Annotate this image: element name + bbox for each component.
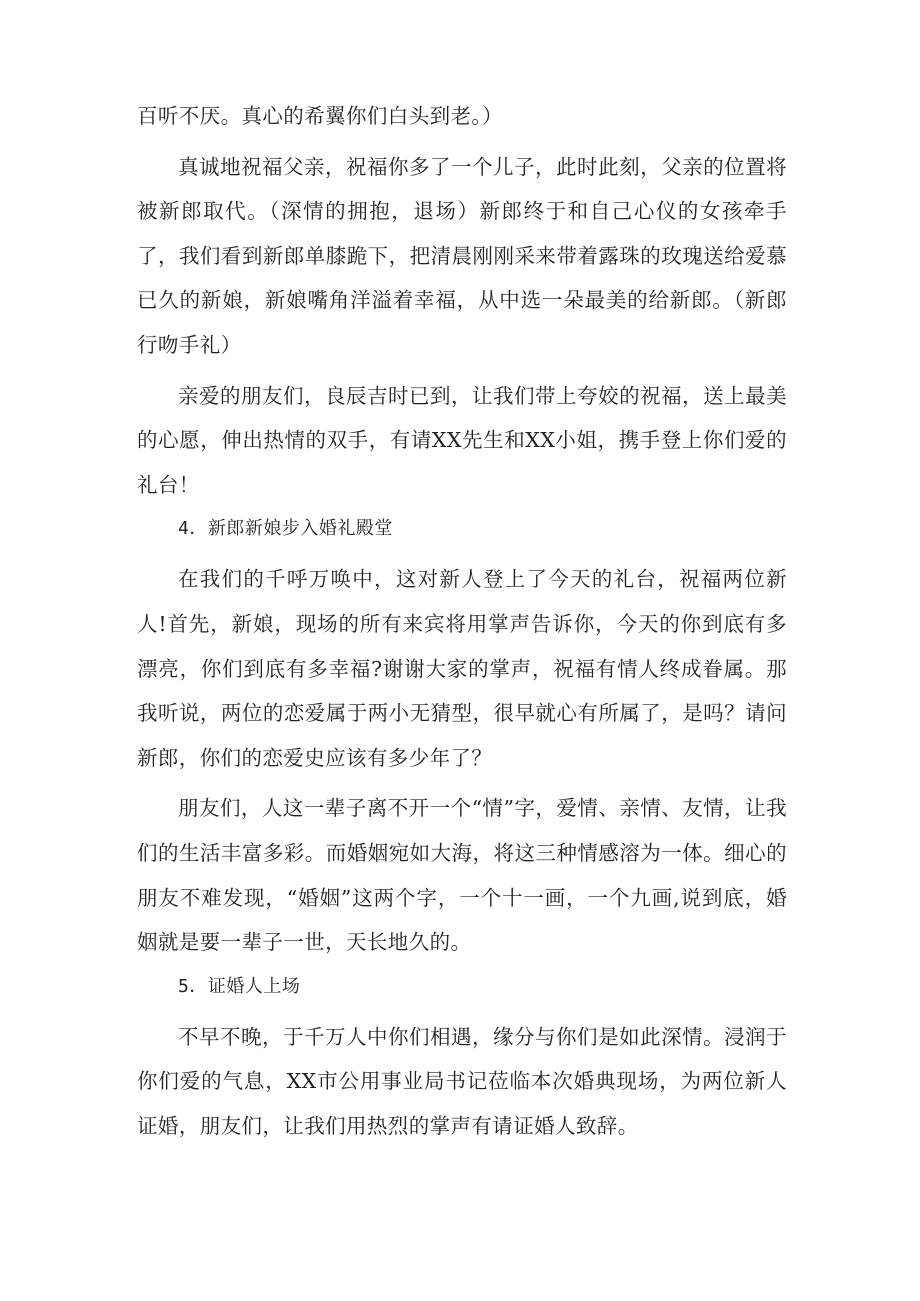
paragraph-invitation: 亲爱的朋友们，良辰吉时已到，让我们带上夸姣的祝福，送上最美的心愿，伸出热情的双手，有请XX先生和XX小姐，携手登上你们爱的礼台！: [137, 383, 787, 497]
section-heading-5: 5．证婚人上场: [178, 975, 301, 997]
document-body: [137, 94, 787, 1148]
paragraph-father-blessing: 真诚地祝福父亲，祝福你多了一个儿子，此时此刻，父亲的位置将被新郎取代。（深情的拥抱，退场）新郎终于和自己心仪的女孩牵手了，我们看到新郎单膝跪下，把清晨刚刚采来带着露珠的玫瑰送给爱慕已久的新娘，新娘嘴角洋溢着幸福，从中选一朵最美的给新郎。（新郎行吻手礼）: [137, 154, 787, 357]
paragraph-marriage-meaning: 朋友们，人这一辈子离不开一个“情”字，爱情、亲情、友情，让我们的生活丰富多彩。而婚姻宛如大海，将这三种情感溶为一体。细心的朋友不难发现，“婚姻”这两个字，一个十一画，一个九画,说到底，婚姻就是要一辈子一世，天长地久的。: [137, 796, 787, 955]
section-heading-4: 4．新郎新娘步入婚礼殿堂: [178, 518, 393, 540]
paragraph-officiant: 不早不晚，于千万人中你们相遇，缘分与你们是如此深情。浸润于你们爱的气息，XX市公用事业局书记莅临本次婚典现场，为两位新人证婚，朋友们，让我们用热烈的掌声有请证婚人致辞。: [137, 1024, 787, 1138]
paragraph-couple-on-stage: 在我们的千呼万唤中，这对新人登上了今天的礼台，祝福两位新人!首先，新娘，现场的所有来宾将用掌声告诉你，今天的你到底有多漂亮，你们到底有多幸福?谢谢大家的掌声，祝福有情人终成眷属。那我听说，两位的恋爱属于两小无猜型，很早就心有所属了，是吗？请问新郎，你们的恋爱史应该有多少年了？: [137, 567, 787, 770]
paragraph-continuation: 百听不厌。真心的希翼你们白头到老。）: [137, 104, 503, 128]
